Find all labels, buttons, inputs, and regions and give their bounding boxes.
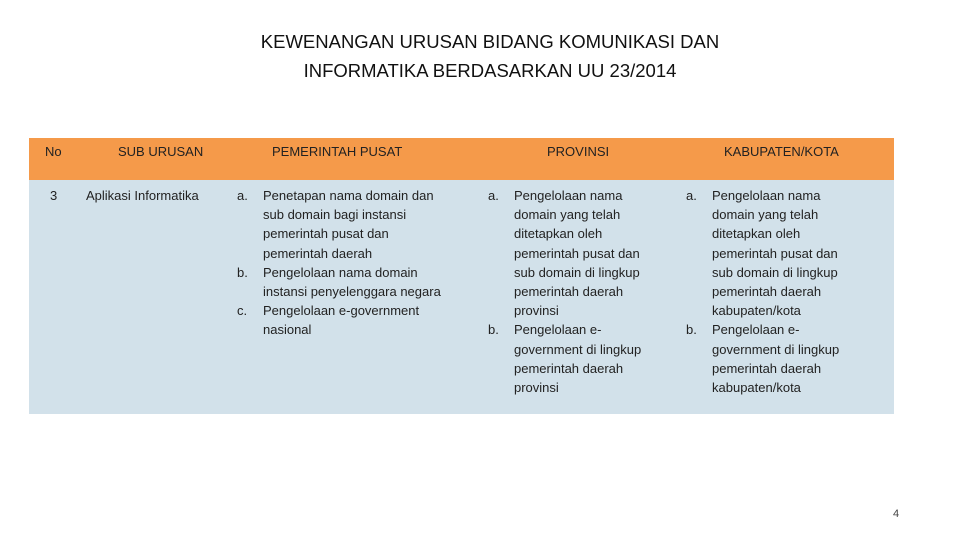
cell-sub-urusan: Aplikasi Informatika [86, 188, 199, 203]
page-title [130, 27, 850, 85]
header-no: No [45, 144, 62, 159]
list-item-line: domain yang telah [712, 207, 819, 223]
list-pusat [237, 186, 441, 340]
list-item-marker: a. [488, 188, 499, 203]
list-item-line: Penetapan nama domain dan [263, 188, 434, 203]
list-item-line: sub domain di lingkup [712, 264, 838, 280]
list-item-line: Pengelolaan nama [514, 188, 623, 203]
list-item-line: pemerintah pusat dan [712, 245, 838, 261]
list-item-line: pemerintah daerah [514, 284, 624, 300]
list-item-line: nasional [263, 322, 312, 338]
list-item-marker: a. [237, 188, 248, 203]
list-item [488, 320, 641, 397]
list-item-line: pemerintah daerah [514, 360, 624, 376]
list-item-line: Pengelolaan e-government [263, 303, 420, 319]
title-line-2: INFORMATIKA BERDASARKAN UU 23/2014 [303, 60, 677, 81]
list-item-marker: a. [686, 188, 697, 203]
list-item-line: provinsi [514, 303, 559, 319]
list-item-line: ditetapkan oleh [514, 226, 603, 242]
list-item-line: sub domain bagi instansi [263, 207, 407, 223]
list-item-line: instansi penyelenggara negara [263, 284, 441, 300]
list-item [237, 301, 441, 339]
list-item [488, 186, 641, 320]
list-item-line: pemerintah pusat dan [263, 226, 389, 242]
list-item-line: pemerintah daerah [712, 284, 822, 300]
cell-pemerintah-pusat [237, 186, 441, 340]
list-item-marker: b. [488, 322, 499, 338]
list-item [237, 263, 441, 301]
cell-provinsi [488, 186, 641, 397]
list-item-line: pemerintah pusat dan [514, 245, 640, 261]
list-item-line: kabupaten/kota [712, 303, 801, 319]
list-item-line: kabupaten/kota [712, 380, 801, 396]
list-item-line: sub domain di lingkup [514, 264, 640, 280]
cell-no: 3 [50, 188, 58, 203]
list-provinsi [488, 186, 641, 397]
list-item-line: Pengelolaan nama domain [263, 264, 418, 280]
list-item-line: pemerintah daerah [712, 360, 822, 376]
cell-kabupaten-kota [686, 186, 839, 397]
list-item-marker: c. [237, 303, 248, 319]
header-pemerintah-pusat: PEMERINTAH PUSAT [272, 144, 403, 159]
header-sub-urusan: SUB URUSAN [118, 144, 204, 159]
list-item [237, 186, 441, 263]
list-item-line: Pengelolaan e- [712, 322, 800, 338]
list-item-line: ditetapkan oleh [712, 226, 801, 242]
list-kabupaten [686, 186, 839, 397]
page-number: 4 [893, 508, 900, 520]
list-item [686, 320, 839, 397]
list-item-line: government di lingkup [514, 341, 642, 357]
list-item-line: domain yang telah [514, 207, 621, 223]
list-item-line: government di lingkup [712, 341, 840, 357]
list-item-marker: b. [237, 264, 248, 280]
header-kabupaten-kota: KABUPATEN/KOTA [724, 144, 839, 159]
title-line-1: KEWENANGAN URUSAN BIDANG KOMUNIKASI DAN [260, 31, 720, 52]
list-item-line: Pengelolaan e- [514, 322, 602, 338]
list-item-marker: b. [686, 322, 697, 338]
list-item-line: provinsi [514, 380, 559, 396]
header-provinsi: PROVINSI [547, 144, 610, 159]
list-item [686, 186, 839, 320]
list-item-line: pemerintah daerah [263, 245, 373, 261]
list-item-line: Pengelolaan nama [712, 188, 821, 203]
